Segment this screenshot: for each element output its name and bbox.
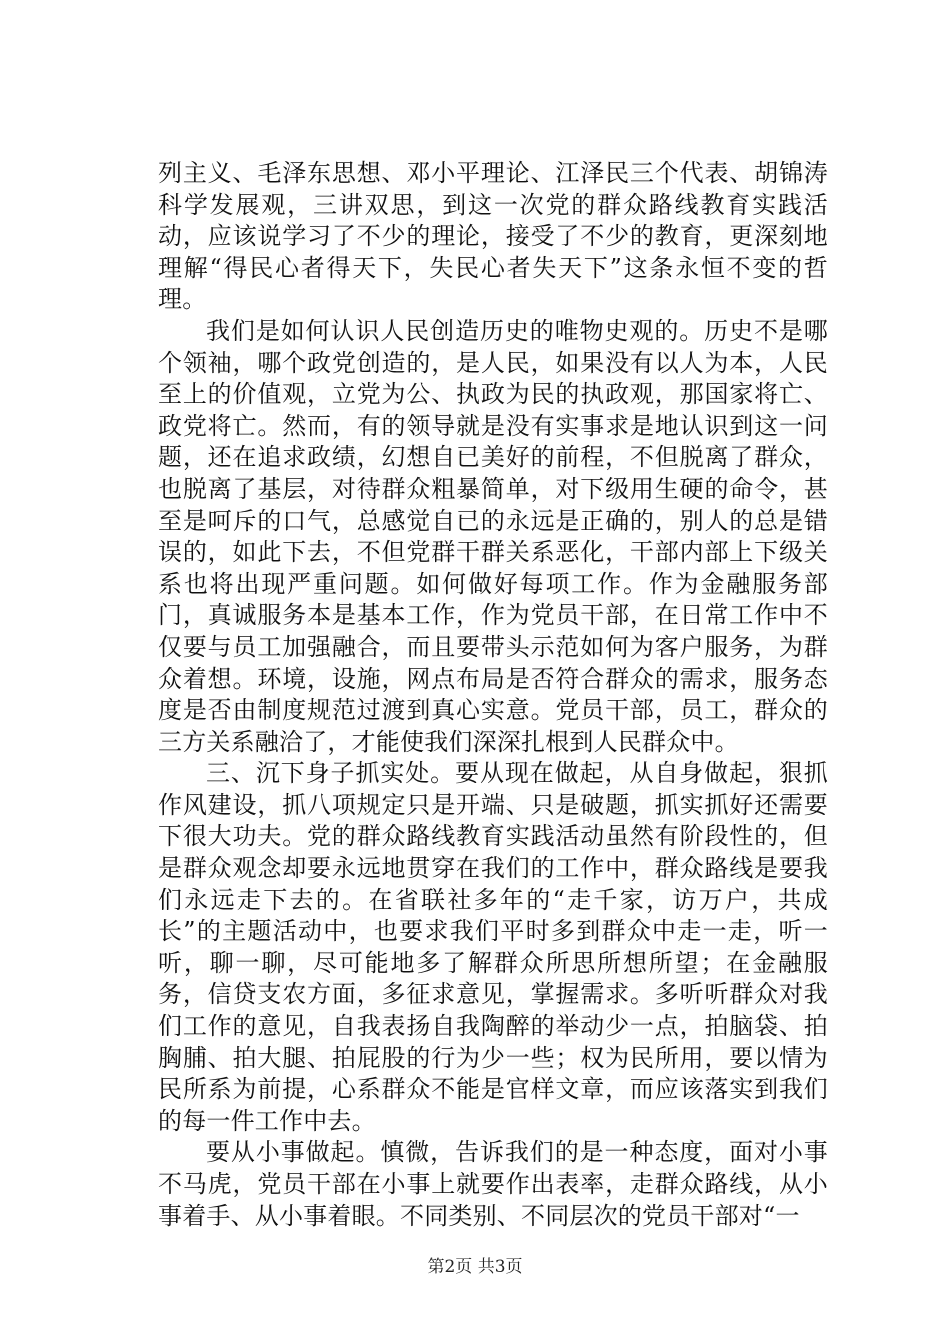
document-body: [158, 158, 828, 1232]
page-number-footer: 第2页 共3页: [427, 1257, 523, 1277]
paragraph-4: 要从小事做起。慎微，告诉我们的是一种态度，面对小事不马虎，党员干部在小事上就要作出表率，走群众路线，从小事着手、从小事着眼。不同类别、不同层次的党员干部对“一: [158, 1138, 828, 1230]
paragraph-3: 三、沉下身子抓实处。要从现在做起，从自身做起，狠抓作风建设，抓八项规定只是开端、只是破题，抓实抓好还需要下很大功夫。党的群众路线教育实践活动虽然有阶段性的，但是群众观念却要永远地贯穿在我们的工作中，群众路线是要我们永远走下去的。在省联社多年的“走千家，访万户，共成长”的主题活动中，也要求我们平时多到群众中走一走，听一听，聊一聊，尽可能地多了解群众所思所想所望；在金融服务，信贷支农方面，多征求意见，掌握需求。多听听群众对我们工作的意见，自我表扬自我陶醉的举动少一点，拍脑袋、拍胸脯、拍大腿、拍屁股的行为少一些；权为民所用，要以情为民所系为前提，心系群众不能是官样文章，而应该落实到我们的每一件工作中去。: [158, 759, 828, 1135]
paragraph-1: 列主义、毛泽东思想、邓小平理论、江泽民三个代表、胡锦涛科学发展观，三讲双思，到这一次党的群众路线教育实践活动，应该说学习了不少的理论，接受了不少的教育，更深刻地理解“得民心者得天下，失民心者失天下”这条永恒不变的哲理。: [158, 159, 828, 314]
paragraph-2: 我们是如何认识人民创造历史的唯物史观的。历史不是哪个领袖，哪个政党创造的，是人民，如果没有以人为本，人民至上的价值观，立党为公、执政为民的执政观，那国家将亡、政党将亡。然而，有的领导就是没有实事求是地认识到这一问题，还在追求政绩，幻想自已美好的前程，不但脱离了群众，也脱离了基层，对待群众粗暴简单，对下级用生硬的命令，甚至是呵斥的口气，总感觉自已的永远是正确的，别人的总是错误的，如此下去，不但党群干群关系恶化，干部内部上下级关系也将出现严重问题。如何做好每项工作。作为金融服务部门，真诚服务本是基本工作，作为党员干部，在日常工作中不仅要与员工加强融合，而且要带头示范如何为客户服务，为群众着想。环境，设施，网点布局是否符合群众的需求，服务态度是否由制度规范过渡到真心实意。党员干部，员工，群众的三方关系融洽了，才能使我们深深扎根到人民群众中。: [158, 316, 828, 756]
